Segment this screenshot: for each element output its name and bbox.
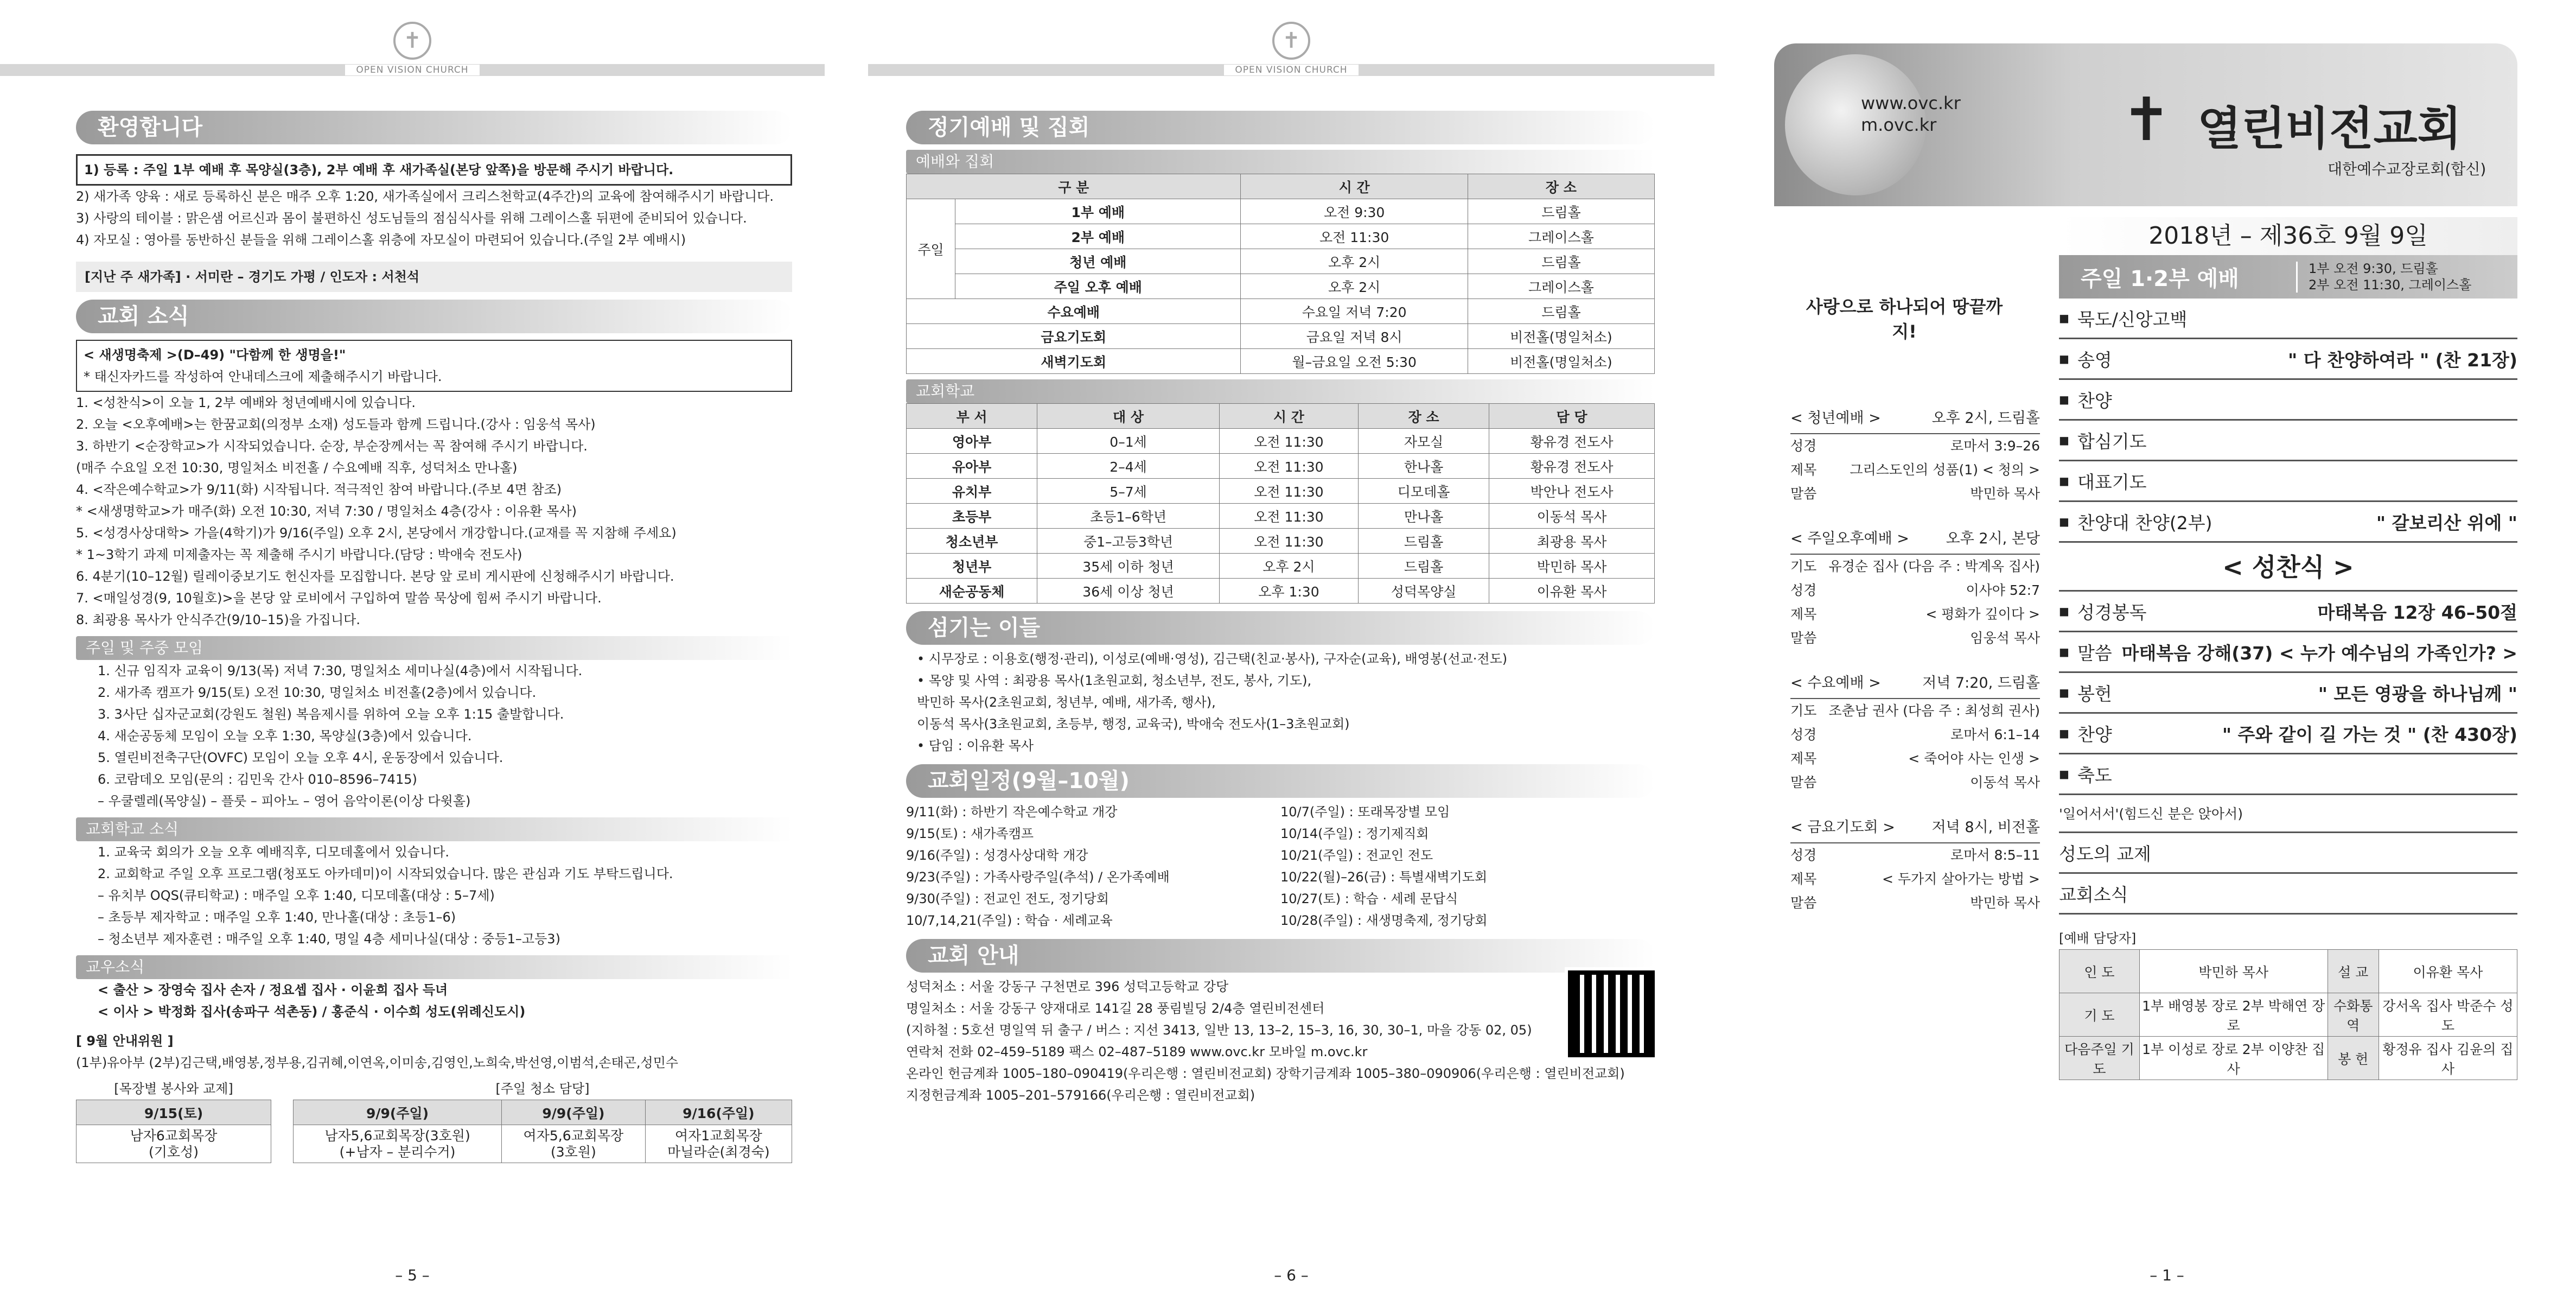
meeting-item: 6. 코람데오 모임(문의 : 김민욱 간사 010–8596–7415)	[98, 772, 417, 787]
bullet-icon: ■	[2059, 393, 2069, 406]
order-value: " 갈보리산 위에 "	[2376, 512, 2517, 534]
side-value: 로마서 8:5–11	[1950, 847, 2040, 863]
cover-banner	[1774, 43, 2517, 206]
cell: 유치부	[907, 479, 1037, 504]
side-label: 말씀	[1790, 775, 1817, 790]
table-row	[907, 429, 1655, 454]
calendar-item: 10/7(주일) : 또래목장별 모임	[1280, 804, 1450, 820]
side-label: 제목	[1790, 751, 1817, 766]
guides-title: [ 9월 안내위원 ]	[76, 1033, 174, 1049]
cell: 오후 2시	[1241, 249, 1468, 274]
cell: 청년 예배	[955, 249, 1241, 274]
order-label: 찬양	[2077, 723, 2112, 745]
cell: 디모데홀	[1358, 479, 1489, 504]
church-en-name: OPEN VISION CHURCH	[345, 65, 479, 75]
side-value: 임웅석 목사	[1970, 630, 2040, 646]
table-row	[907, 249, 1655, 274]
order-label: 성경봉독	[2077, 601, 2147, 623]
table-row	[907, 579, 1655, 604]
cell: 오전 11:30	[1241, 224, 1468, 249]
side-title: < 주일오후예배 >	[1790, 530, 1909, 547]
server-item: • 목양 및 사역 : 최광용 목사(1초원교회, 청소년부, 전도, 봉사, 기도),	[917, 673, 1312, 688]
bullet-icon: ■	[2059, 474, 2069, 487]
info-item: (지하철 : 5호선 명일역 뒤 출구 / 버스 : 지선 3413, 일반 13, 13–2, 15–3, 16, 30, 30–1, 마을 강동 02, 05)	[906, 1023, 1532, 1038]
table-row	[2059, 1037, 2517, 1080]
calendar-item: 9/30(주일) : 전교인 전도, 정기당회	[906, 891, 1109, 906]
calendar-item: 10/7,14,21(주일) : 학습 · 세례교육	[906, 913, 1113, 928]
info-list	[906, 976, 1625, 1106]
table-row	[907, 504, 1655, 529]
side-value: 그리스도인의 성품(1) < 청의 >	[1850, 462, 2040, 478]
side-time: 저녁 8시, 비전홀	[1931, 818, 2040, 836]
cell: 황정유 집사 김윤의 집사	[2379, 1037, 2517, 1080]
side-row	[1790, 602, 2040, 626]
order-value: " 다 찬양하여라 " (찬 21장)	[2288, 349, 2517, 371]
info-item: 연락처 전화 02–459–5189 팩스 02–487–5189 www.ovc.kr 모바일 m.ovc.kr	[906, 1044, 1368, 1059]
side-label: 제목	[1790, 606, 1817, 622]
cell: 5–7세	[1037, 479, 1220, 504]
page-number: – 6 –	[1274, 1266, 1309, 1284]
cell: 인 도	[2059, 950, 2140, 993]
news-item: 8. 최광용 목사가 안식주간(9/10–15)을 가집니다.	[76, 612, 360, 627]
side-label: 말씀	[1790, 486, 1817, 502]
side-header	[1790, 664, 2040, 699]
order-label: 봉헌	[2077, 683, 2112, 704]
cell: 오후 2시	[1219, 554, 1358, 579]
cell: 이동석 목사	[1489, 504, 1655, 529]
cell: 최광용 목사	[1489, 529, 1655, 554]
cell: 다음주일 기도	[2059, 1037, 2140, 1080]
section-services: 정기예배 및 집회	[906, 111, 1655, 144]
stand-note: '일어서서'(힘드신 분은 앉아서)	[2059, 795, 2517, 833]
church-logo-icon: ✝	[393, 22, 431, 60]
order-row	[2059, 421, 2517, 461]
qr-code-icon	[1568, 970, 1655, 1057]
order-row	[2059, 632, 2517, 673]
side-label: 성경	[1790, 847, 1817, 863]
calendar-item: 10/14(주일) : 정기제직회	[1280, 826, 1429, 841]
issue-date: 2018년 – 제36호 9월 9일	[2059, 217, 2517, 255]
calendar-item: 10/21(주일) : 전교인 전도	[1280, 848, 1433, 863]
order-row	[2059, 754, 2517, 795]
welcome-line: 4) 자모실 : 영아를 동반하신 분들을 위해 그레이스홀 위층에 자모실이 마련되어 있습니다.(주일 2부 예배시)	[76, 232, 686, 247]
side-title: < 금요기도회 >	[1790, 818, 1895, 836]
section-calendar: 교회일정(9월–10월)	[906, 764, 1655, 798]
calendar-item: 9/23(주일) : 가족사랑주일(추석) / 온가족예배	[906, 869, 1170, 885]
page-number: – 1 –	[2150, 1266, 2184, 1284]
server-item: • 시무장로 : 이용호(행정·관리), 이성로(예배·영성), 김근택(친교·봉사), 구자순(교육), 배영봉(선교·전도)	[917, 651, 1508, 666]
side-value: 조춘남 권사 (다음 주 : 최성희 권사)	[1828, 703, 2040, 719]
server-item: • 담임 : 이유환 목사	[917, 738, 1034, 753]
table-row	[907, 199, 1655, 224]
cell: 오후 1:30	[1219, 579, 1358, 604]
side-label: 성경	[1790, 438, 1817, 454]
calendar-item: 10/27(토) : 학습 · 세례 문답식	[1280, 891, 1458, 906]
side-value: 로마서 3:9–26	[1950, 438, 2040, 454]
page-number: – 5 –	[395, 1266, 430, 1284]
table-row	[907, 299, 1655, 324]
duty-table	[2059, 949, 2517, 1080]
school-list	[76, 841, 792, 950]
side-time: 오후 2시, 본당	[1946, 530, 2040, 547]
meeting-item: – 우쿨렐레(목양실) – 플룻 – 피아노 – 영어 음악이론(이상 다윗홀)	[98, 793, 471, 809]
calendar-item: 9/11(화) : 하반기 작은예수학교 개강	[906, 804, 1118, 820]
servers-list	[906, 648, 1655, 757]
table-row	[907, 324, 1655, 349]
order-value: " 모든 영광을 하나님께 "	[2318, 683, 2517, 704]
side-value: < 평화가 깊이다 >	[1925, 606, 2040, 622]
cell: 새순공동체	[907, 579, 1037, 604]
order-label: 말씀	[2077, 642, 2112, 664]
cell: 2부 예배	[955, 224, 1241, 249]
school-item: – 유치부 OQS(큐티학교) : 매주일 오후 1:40, 디모데홀(대상 : 5–7세)	[98, 888, 495, 903]
cell: 성덕목양실	[1358, 579, 1489, 604]
cell: 그레이스홀	[1468, 274, 1654, 299]
worship-order	[2059, 299, 2517, 543]
worship-subtitle: 예배와 집회	[906, 150, 1655, 174]
cell: 초등1–6학년	[1037, 504, 1220, 529]
side-title: < 수요예배 >	[1790, 674, 1881, 691]
side-row	[1790, 843, 2040, 867]
cell: 비전홀(명일처소)	[1468, 349, 1654, 374]
side-value: < 두가지 살아가는 방법 >	[1882, 871, 2040, 887]
new-family: [지난 주 새가족] · 서미란 – 경기도 가평 / 인도자 : 서천석	[76, 262, 792, 292]
cell: 박안나 전도사	[1489, 479, 1655, 504]
table-row	[907, 224, 1655, 249]
denomination: 대한예수교장로회(합신)	[2328, 160, 2486, 178]
meeting-item: 2. 새가족 캠프가 9/15(토) 오전 10:30, 명일처소 비전홀(2층)에서 있습니다.	[98, 685, 537, 700]
side-row	[1790, 747, 2040, 771]
meetings-list	[76, 660, 792, 812]
side-value: 로마서 6:1–14	[1950, 727, 2040, 742]
cell: 주일	[907, 199, 955, 299]
page-header: ✝ OPEN VISION CHURCH	[868, 22, 1714, 81]
side-label: 기도	[1790, 703, 1817, 719]
guides-list: (1부)유아부 (2부)김근택,배영봉,정부용,김귀혜,이연옥,이미송,김영인,노희숙,박선영,이범석,손태곤,성민수	[76, 1055, 679, 1070]
website: www.ovc.kr	[1861, 93, 1961, 113]
cell: 설 교	[2328, 950, 2379, 993]
duty-title: [예배 담당자]	[2059, 931, 2137, 946]
cell: 금요일 저녁 8시	[1241, 324, 1468, 349]
section-servers: 섬기는 이들	[906, 611, 1655, 645]
cell: 영아부	[907, 429, 1037, 454]
school-item: 1. 교육국 회의가 오늘 오후 예배직후, 디모데홀에서 있습니다.	[98, 845, 449, 860]
side-row	[1790, 555, 2040, 579]
cell: 중1–고등3학년	[1037, 529, 1220, 554]
side-label: 성경	[1790, 582, 1817, 598]
church-logo-icon: ✝	[2121, 85, 2172, 154]
school-item: – 초등부 제자학교 : 매주일 오후 1:40, 만나홀(대상 : 초등1–6)	[98, 910, 456, 925]
side-row	[1790, 867, 2040, 891]
side-label: 기도	[1790, 558, 1817, 574]
clean-title: [주일 청소 담당]	[495, 1081, 590, 1096]
clean-table: 9/9(주일) 9/9(주일) 9/16(주일) 남자5,6교회목장(3호원) (+남자 – 분리수거) 여자5,6교회목장 (3호원) 여자1교회목장 마닐라순(최경숙)	[293, 1100, 792, 1163]
sacrament: < 성찬식 >	[2059, 543, 2517, 592]
order-label: 합심기도	[2077, 430, 2147, 452]
side-row	[1790, 723, 2040, 747]
school-item: – 청소년부 제자훈련 : 매주일 오후 1:40, 명일 4층 세미나실(대상 : 중등1–고등3)	[98, 931, 560, 947]
cell: 드림홀	[1358, 529, 1489, 554]
order-value: 마태복음 12장 46–50절	[2317, 601, 2517, 623]
table-row	[907, 454, 1655, 479]
side-row	[1790, 579, 2040, 602]
cell: 월–금요일 오전 5:30	[1241, 349, 1468, 374]
cell: 수요예배	[907, 299, 1241, 324]
side-time: 저녁 7:20, 드림홀	[1922, 674, 2040, 691]
cell: 봉 헌	[2328, 1037, 2379, 1080]
school-item: 2. 교회학교 주일 오후 프로그램(청포도 아카데미)이 시작되었습니다. 많은 관심과 기도 부탁드립니다.	[98, 866, 673, 881]
cell: 황유경 전도사	[1489, 429, 1655, 454]
cell: 2–4세	[1037, 454, 1220, 479]
order-label: 축도	[2077, 764, 2112, 786]
cell: 황유경 전도사	[1489, 454, 1655, 479]
cell: 강서옥 집사 박준수 성도	[2379, 993, 2517, 1037]
news-item: * 1~3학기 과제 미제출자는 꼭 제출해 주시기 바랍니다.(담당 : 박애숙 전도사)	[76, 547, 522, 562]
bullet-icon: ■	[2059, 767, 2069, 780]
dept-table: 9/15(토) 남자6교회목장 (기호성)	[76, 1100, 271, 1163]
slogan: 사랑으로 하나되어 땅끝까지!	[1806, 296, 2003, 342]
cell: 이유환 목사	[2379, 950, 2517, 993]
section-info: 교회 안내	[906, 939, 1655, 973]
side-label: 말씀	[1790, 630, 1817, 646]
table-row	[907, 479, 1655, 504]
meeting-item: 3. 3사단 십자군교회(강원도 철원) 복음제시를 위하여 오늘 오후 1:15 출발합니다.	[98, 707, 564, 722]
dept-title: [목장별 봉사와 교제]	[114, 1081, 233, 1096]
order-row	[2059, 502, 2517, 543]
cell: 박민하 목사	[2139, 950, 2328, 993]
order-row	[2059, 714, 2517, 754]
meeting-item: 5. 열린비전축구단(OVFC) 모임이 오늘 오후 4시, 운동장에서 있습니다.	[98, 750, 503, 765]
member-news: < 이사 > 박정화 집사(송파구 석촌동) / 홍준식 · 이수희 성도(위례신도시)	[98, 1004, 526, 1019]
table-row	[907, 554, 1655, 579]
school-subtitle: 교회학교	[906, 379, 1655, 403]
cell: 드림홀	[1468, 199, 1654, 224]
side-label: 제목	[1790, 871, 1817, 887]
side-time: 오후 2시, 드림홀	[1931, 409, 2040, 427]
order-row	[2059, 339, 2517, 380]
calendar	[906, 801, 1655, 931]
welcome-line: 3) 사랑의 테이블 : 맑은샘 어르신과 몸이 불편하신 성도님들의 점심식사를 위해 그레이스홀 뒤편에 준비되어 있습니다.	[76, 211, 747, 226]
page-5	[0, 0, 825, 1295]
side-row	[1790, 891, 2040, 915]
section-school-news: 교회학교 소식	[76, 817, 792, 841]
order-label: 찬양대 찬양(2부)	[2077, 512, 2212, 534]
order-label: 묵도/신앙고백	[2077, 308, 2188, 330]
cell: 1부 배영봉 장로 2부 박해연 장로	[2139, 993, 2328, 1037]
side-title: < 청년예배 >	[1790, 409, 1881, 427]
news-item: 7. <매일성경(9, 10월호)>을 본당 앞 로비에서 구입하여 말씀 묵상에 힘써 주시기 바랍니다.	[76, 591, 602, 606]
calendar-item: 9/16(주일) : 성경사상대학 개강	[906, 848, 1088, 863]
side-value: 유경순 집사 (다음 주 : 박계옥 집사)	[1828, 558, 2040, 574]
cell: 유아부	[907, 454, 1037, 479]
worship-order-2	[2059, 592, 2517, 795]
info-item: 온라인 헌금계좌 1005–180–090419(우리은행 : 열린비전교회) 장학기금계좌 1005–380–090906(우리은행 : 열린비전교회)	[906, 1066, 1625, 1081]
section-members-news: 교우소식	[76, 955, 792, 979]
cell: 자모실	[1358, 429, 1489, 454]
welcome-line: 2) 새가족 양육 : 새로 등록하신 분은 매주 오후 1:20, 새가족실에서 크리스천학교(4주간)의 교육에 참여해주시기 바랍니다.	[76, 189, 774, 204]
order-label: 대표기도	[2077, 471, 2147, 493]
side-header	[1790, 809, 2040, 843]
side-row	[1790, 434, 2040, 458]
side-row	[1790, 458, 2040, 482]
service-banner: 주일 1·2부 예배 1부 오전 9:30, 드림홀 2부 오전 11:30, 그레이스홀	[2059, 255, 2517, 299]
order-row	[2059, 461, 2517, 502]
cell: 1부 예배	[955, 199, 1241, 224]
cell: 오후 2시	[1241, 274, 1468, 299]
table-row	[2059, 993, 2517, 1037]
bullet-icon: ■	[2059, 605, 2069, 618]
side-row	[1790, 699, 2040, 723]
server-item: 이동석 목사(3초원교회, 초등부, 행정, 교육국), 박애숙 전도사(1–3초원교회)	[917, 716, 1350, 732]
side-value: 박민하 목사	[1970, 486, 2040, 502]
cell: 오전 11:30	[1219, 504, 1358, 529]
news-item: 5. <성경사상대학> 가을(4학기)가 9/16(주일) 오후 2시, 본당에서 개강합니다.(교재를 꼭 지참해 주세요)	[76, 525, 677, 541]
news-item: 3. 하반기 <순장학교>가 시작되었습니다. 순장, 부순장께서는 꼭 참여해 주시기 바랍니다.	[76, 439, 588, 454]
school-table: 부 서 대 상 시 간 장 소 담 당 영아부 0–1세 오전 11:30 자모실 황유경 전도사 유아부 2–4세 오전 11:30 한나홀 황유경 전도사 유치부 5–7세 오전 11:30 디모데홀 박안나 전도사 초등부 초등1–6학년 오전 11:30 만나홀 이동석 목사 청소년부 중1–고등3학년 오전 11:30 드림홀 최광용 목사 청년부 35세 이하 청년 오후 2시 드림홀 박민하 목사 새순공동체 36세 이상 청년 오후 1:30 성덕목양실 이유환 목사	[906, 403, 1655, 604]
meeting-item: 1. 신규 임직자 교육이 9/13(목) 저녁 7:30, 명일처소 세미나실(4층)에서 시작됩니다.	[98, 663, 583, 678]
side-header	[1790, 520, 2040, 555]
news-box: < 새생명축제 >(D–49) "다함께 한 생명을!" * 태신자카드를 작성하여 안내데스크에 제출해주시기 바랍니다.	[76, 340, 792, 392]
cell: 청년부	[907, 554, 1037, 579]
bullet-icon: ■	[2059, 686, 2069, 699]
bullet-icon: ■	[2059, 727, 2069, 740]
cell: 오전 11:30	[1219, 479, 1358, 504]
news-item: 6. 4분기(10–12월) 릴레이중보기도 헌신자를 모집합니다. 본당 앞 로비 게시판에 신청해주시기 바랍니다.	[76, 569, 674, 584]
calendar-item: 10/22(월)–26(금) : 특별새벽기도회	[1280, 869, 1488, 885]
side-label: 말씀	[1790, 895, 1817, 911]
cell: 수요일 저녁 7:20	[1241, 299, 1468, 324]
side-label: 성경	[1790, 727, 1817, 742]
bullet-icon: ■	[2059, 515, 2069, 528]
page-header	[0, 22, 825, 81]
church-name: 열린비전교회	[2197, 102, 2462, 155]
page-6	[868, 0, 1714, 1295]
table-row	[2059, 950, 2517, 993]
side-label: 제목	[1790, 462, 1817, 478]
side-value: 박민하 목사	[1970, 895, 2040, 911]
cell: 36세 이상 청년	[1037, 579, 1220, 604]
order-row	[2059, 380, 2517, 421]
cell: 한나홀	[1358, 454, 1489, 479]
cell: 청소년부	[907, 529, 1037, 554]
side-value: 이사야 52:7	[1966, 582, 2040, 598]
mobile-site: m.ovc.kr	[1861, 115, 1937, 135]
bullet-icon: ■	[2059, 434, 2069, 447]
cell: 금요기도회	[907, 324, 1241, 349]
cell: 그레이스홀	[1468, 224, 1654, 249]
news-item: 2. 오늘 <오후예배>는 한꿈교회(의정부 소재) 성도들과 함께 드립니다.(강사 : 임웅석 목사)	[76, 417, 596, 432]
side-header	[1790, 399, 2040, 434]
bullet-icon: ■	[2059, 352, 2069, 365]
calendar-item: 9/15(토) : 새가족캠프	[906, 826, 1034, 841]
side-value: 이동석 목사	[1970, 775, 2040, 790]
table-row	[907, 529, 1655, 554]
section-news: 교회 소식	[76, 300, 792, 333]
info-item: 지정헌금계좌 1005–201–579166(우리은행 : 열린비전교회)	[906, 1088, 1255, 1103]
cell: 주일 오후 예배	[955, 274, 1241, 299]
news-item: 1. <성찬식>이 오늘 1, 2부 예배와 청년예배시에 있습니다.	[76, 395, 416, 410]
order-value: 마태복음 강해(37) < 누가 예수님의 가족인가? >	[2121, 642, 2517, 664]
order-value: " 주와 같이 길 가는 것 " (찬 430장)	[2222, 723, 2517, 745]
cell: 0–1세	[1037, 429, 1220, 454]
cell: 만나홀	[1358, 504, 1489, 529]
cell: 드림홀	[1468, 299, 1654, 324]
cell: 드림홀	[1468, 249, 1654, 274]
section-welcome: 환영합니다	[76, 111, 792, 144]
welcome-line: 1) 등록 : 주일 1부 예배 후 목양실(3층), 2부 예배 후 새가족실(본당 앞쪽)을 방문해 주시기 바랍니다.	[76, 154, 792, 186]
worship-table: 구 분 시 간 장 소 주일 1부 예배 오전 9:30 드림홀 2부 예배 오전 11:30 그레이스홀 청년 예배 오후 2시 드림홀 주일 오후 예배 오후 2시 그레이스홀 수요예배 수요일 저녁 7:20 드림홀 금요기도회 금요일 저녁 8시 비전홀(명일처소) 새벽기도회 월–금요일 오전 5:30 비전홀(명일처소)	[906, 174, 1655, 374]
cell: 새벽기도회	[907, 349, 1241, 374]
cell: 오전 11:30	[1219, 454, 1358, 479]
server-item: 박민하 목사(2초원교회, 청년부, 예배, 새가족, 행사),	[917, 695, 1216, 710]
meeting-item: 4. 새순공동체 모임이 오늘 오후 1:30, 목양실(3층)에서 있습니다.	[98, 728, 472, 744]
church-logo-icon: ✝	[1272, 22, 1310, 60]
order-label: 송영	[2077, 349, 2112, 371]
cell: 초등부	[907, 504, 1037, 529]
info-item: 성덕처소 : 서울 강동구 구천면로 396 성덕고등학교 강당	[906, 979, 1229, 994]
page-1: www.ovc.kr m.ovc.kr ✝ 열린비전교회 대한예수교장로회(합신) 사랑으로 하나되어 땅끝까지! < 청년예배 > 오후 2시, 드림홀 성경 로마서 3:9–26 제목 그리스도인의 성품(1) < 청의 > 말씀 박민하 목사 < 주일오후예배 > 오후 2시, 본당 기도 유경순 집사 (다음 주 : 박계옥 집사) 성경 이사야 52:7 제목 < 평화가 깊이다 > 말씀 임웅석 목사 < 수요예배 > 저녁 7:20, 드림홀 기도 조춘남 권사 (다음 주 : 최성희 권사) 성경 로마서 6:1–14 제목 < 죽어야 사는 인생 > 말씀 이동석 목사 < 금요기도회 > 저녁 8시, 비전홀 성경 로마서 8:5–11 제목 < 두가지 살아가는 방법 > 말씀 박민하 목사 2018년 – 제36호 9월 9일 주일 1·2부 예배 1부 오전 9:30, 드림홀 2부 오전 11:30, 그레이스홀 ■ 묵도/신앙고백 ■ 송영 " 다 찬양하여라 " (찬 21장) ■ 찬양 ■ 합심기도 ■ 대표기도 ■ 찬양대 찬양(2부) " 갈보리산 위에 " < 성찬식 > ■ 성경봉독 마태복음 12장 46–50절 ■ 말씀 마태복음 강해(37) < 누가 예수님의 가족인가? > ■ 봉헌 " 모든 영광을 하나님께 " ■ 찬양 " 주와 같이 길 가는 것 " (찬 430장) ■ 축도 '일어서서'(힘드신 분은 앉아서) 성도의 교제 교회소식 [예배 담당자] 인 도 박민하 목사 설 교 이유환 목사 기 도 1부 배영봉 장로 2부 박해연 장로 수화통역 강서옥 집사 박준수 성도 다음주일 기도 1부 이성로 장로 2부 이양찬 집사 봉 헌 황정유 집사 김윤의 집사 – 1 –	[1758, 0, 2576, 1295]
side-row	[1790, 771, 2040, 795]
order-row	[2059, 299, 2517, 339]
side-services	[1790, 385, 2040, 915]
side-row	[1790, 482, 2040, 506]
cell: 35세 이하 청년	[1037, 554, 1220, 579]
member-news: < 출산 > 장영숙 집사 손자 / 정요셉 집사 · 이윤희 집사 득녀	[98, 982, 448, 998]
order-label: 찬양	[2077, 390, 2112, 411]
cell: 수화통역	[2328, 993, 2379, 1037]
cell: 박민하 목사	[1489, 554, 1655, 579]
side-value: < 죽어야 사는 인생 >	[1908, 751, 2040, 766]
news-item: * <새생명학교>가 매주(화) 오전 10:30, 저녁 7:30 / 명일처소 4층(강사 : 이유환 목사)	[76, 504, 577, 519]
cell: 드림홀	[1358, 554, 1489, 579]
cell: 오전 11:30	[1219, 429, 1358, 454]
bullet-icon: ■	[2059, 645, 2069, 658]
news-item: 4. <작은예수학교>가 9/11(화) 시작됩니다. 적극적인 참여 바랍니다.(주보 4면 참조)	[76, 482, 562, 497]
cell: 비전홀(명일처소)	[1468, 324, 1654, 349]
calendar-item: 10/28(주일) : 새생명축제, 정기당회	[1280, 913, 1488, 928]
table-row	[907, 274, 1655, 299]
table-row	[907, 349, 1655, 374]
bullet-icon: ■	[2059, 312, 2069, 325]
cell: 기 도	[2059, 993, 2140, 1037]
news-list	[76, 392, 792, 631]
section-sunday-meetings: 주일 및 주중 모임	[76, 636, 792, 660]
order-row	[2059, 592, 2517, 632]
cell: 오전 9:30	[1241, 199, 1468, 224]
cell: 오전 11:30	[1219, 529, 1358, 554]
news-item: (매주 수요일 오전 10:30, 명일처소 비전홀 / 수요예배 직후, 성덕처소 만나홀)	[76, 460, 518, 475]
order-row	[2059, 673, 2517, 714]
side-row	[1790, 626, 2040, 650]
info-item: 명일처소 : 서울 강동구 양재대로 141길 28 풍림빌딩 2/4층 열린비전센터	[906, 1001, 1325, 1016]
cell: 이유환 목사	[1489, 579, 1655, 604]
cell: 1부 이성로 장로 2부 이양찬 집사	[2139, 1037, 2328, 1080]
